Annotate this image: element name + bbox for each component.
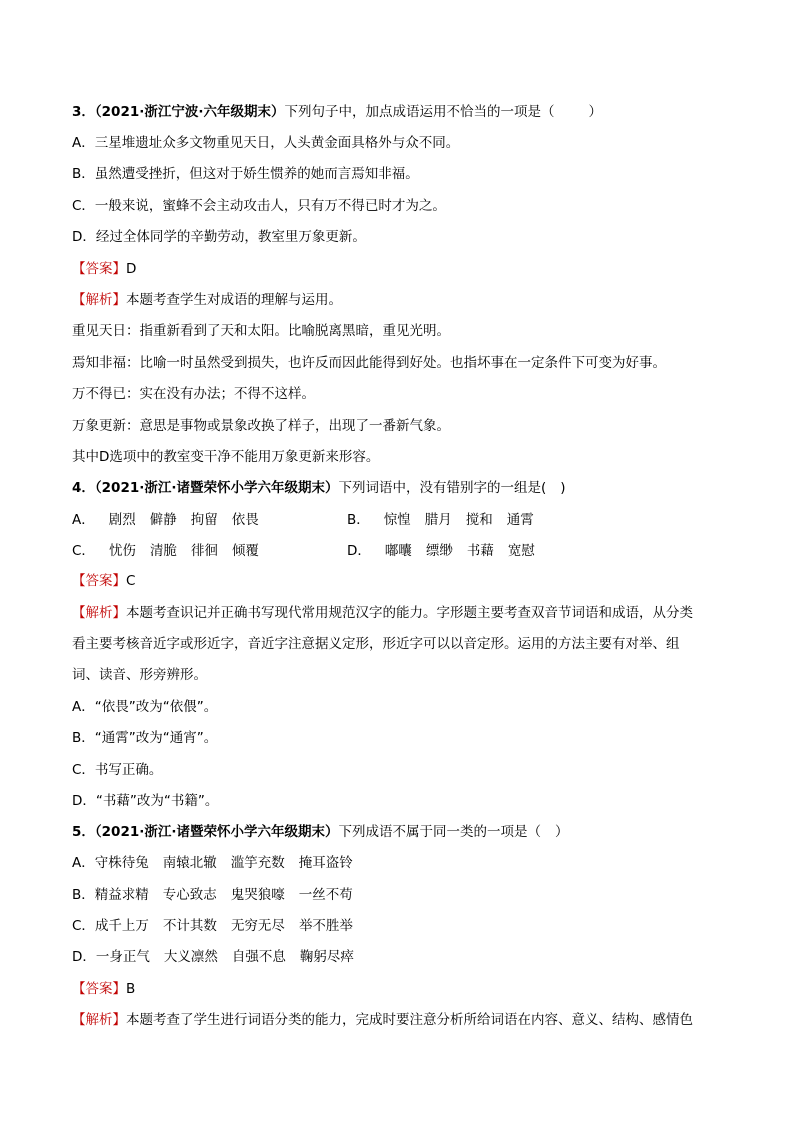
q5-number: 5． [72, 824, 95, 840]
q4-analysis-line: C．书写正确。 [72, 762, 163, 778]
q4-stem-text: 下列词语中，没有错别字的一组是( [338, 480, 547, 496]
q4-analysis-line: A．“依畏”改为“依偎”。 [72, 699, 218, 715]
answer-label: 【答案】 [72, 573, 126, 589]
q3-number: 3． [72, 104, 95, 120]
q3-option-c: C．一般来说，蜜蜂不会主动攻击人，只有万不得已时才为之。 [72, 198, 446, 214]
q4-option-a: A． 剧烈 僻静 拘留 依畏 [72, 512, 259, 528]
q4-analysis-line: 词、读音、形旁辨形。 [72, 667, 207, 683]
q4-option-b: B． 惊惶 腊月 搅和 通霄 [347, 512, 534, 528]
q3-analysis-line: 焉知非福：比喻一时虽然受到损失，也许反而因此能得到好处。也指坏事在一定条件下可变为好事。 [72, 355, 666, 371]
q3-analysis-line: 万象更新：意思是事物或景象改换了样子，出现了一番新气象。 [72, 418, 450, 434]
q3-stem-text: 下列句子中，加点成语运用不恰当的一项是（ [284, 104, 555, 120]
answer-label: 【答案】 [72, 981, 126, 997]
answer-value: B [126, 981, 136, 997]
analysis-label: 【解析】 [72, 605, 126, 621]
q4-analysis-intro: 【解析】本题考查识记并正确书写现代常用规范汉字的能力。字形题主要考查双音节词语和成语，从分类 [72, 605, 693, 621]
analysis-label: 【解析】 [72, 292, 126, 308]
q3-source: （2021·浙江宁波·六年级期末） [94, 104, 285, 120]
q3-analysis-line: 重见天日：指重新看到了天和太阳。比喻脱离黑暗，重见光明。 [72, 323, 450, 339]
answer-label: 【答案】 [72, 261, 126, 277]
answer-value: C [126, 573, 136, 589]
q3-option-b: B．虽然遭受挫折，但这对于娇生惯养的她而言焉知非福。 [72, 166, 419, 182]
q4-source: （2021·浙江·诸暨荣怀小学六年级期末） [94, 480, 339, 496]
q5-option-b: B．精益求精 专心致志 鬼哭狼嚎 一丝不苟 [72, 887, 353, 903]
q5-stem-text: 下列成语不属于同一类的一项是（ [338, 824, 541, 840]
q3-analysis-intro: 【解析】本题考查学生对成语的理解与运用。 [72, 292, 342, 308]
q4-number: 4． [72, 480, 95, 496]
q3-option-a: A．三星堆遗址众多文物重见天日，人头黄金面具格外与众不同。 [72, 135, 460, 151]
q5-answer [72, 980, 135, 998]
q3-analysis-line: 万不得已：实在没有办法；不得不这样。 [72, 386, 315, 402]
q3-analysis-line: 其中D选项中的教室变干净不能用万象更新来形容。 [72, 449, 380, 465]
q5-stem: 5．（2021·浙江·诸暨荣怀小学六年级期末）下列成语不属于同一类的一项是（ ） [72, 824, 569, 840]
q4-option-c: C． 忧伤 清脆 徘徊 倾覆 [72, 543, 259, 559]
q5-analysis-intro: 【解析】本题考查了学生进行词语分类的能力，完成时要注意分析所给词语在内容、意义、结构、感情色 [72, 1012, 693, 1028]
q3-option-d: D．经过全体同学的辛勤劳动，教室里万象更新。 [72, 229, 366, 245]
q5-source: （2021·浙江·诸暨荣怀小学六年级期末） [94, 824, 339, 840]
q3-answer [72, 260, 136, 278]
q4-answer [72, 572, 135, 590]
q4-analysis-line: D．“书藉”改为“书籍”。 [72, 793, 219, 809]
q5-option-c: C．成千上万 不计其数 无穷无尽 举不胜举 [72, 918, 353, 934]
answer-value: D [126, 261, 137, 277]
q4-analysis-line: 看主要考核音近字或形近字，音近字注意据义定形，形近字可以以音定形。运用的方法主要有对举、组 [72, 636, 680, 652]
q5-option-d: D．一身正气 大义凛然 自强不息 鞠躬尽瘁 [72, 949, 354, 965]
q3-stem: 3．（2021·浙江宁波·六年级期末）下列句子中，加点成语运用不恰当的一项是（ ） [72, 104, 602, 120]
q5-option-a: A．守株待兔 南辕北辙 滥竽充数 掩耳盗铃 [72, 855, 353, 871]
q4-analysis-line: B．“通霄”改为“通宵”。 [72, 730, 218, 746]
q4-stem: 4．（2021·浙江·诸暨荣怀小学六年级期末）下列词语中，没有错别字的一组是( ) [72, 480, 566, 496]
analysis-label: 【解析】 [72, 1012, 126, 1028]
q4-option-d: D． 嘟囔 缥缈 书藉 宽慰 [347, 543, 535, 559]
